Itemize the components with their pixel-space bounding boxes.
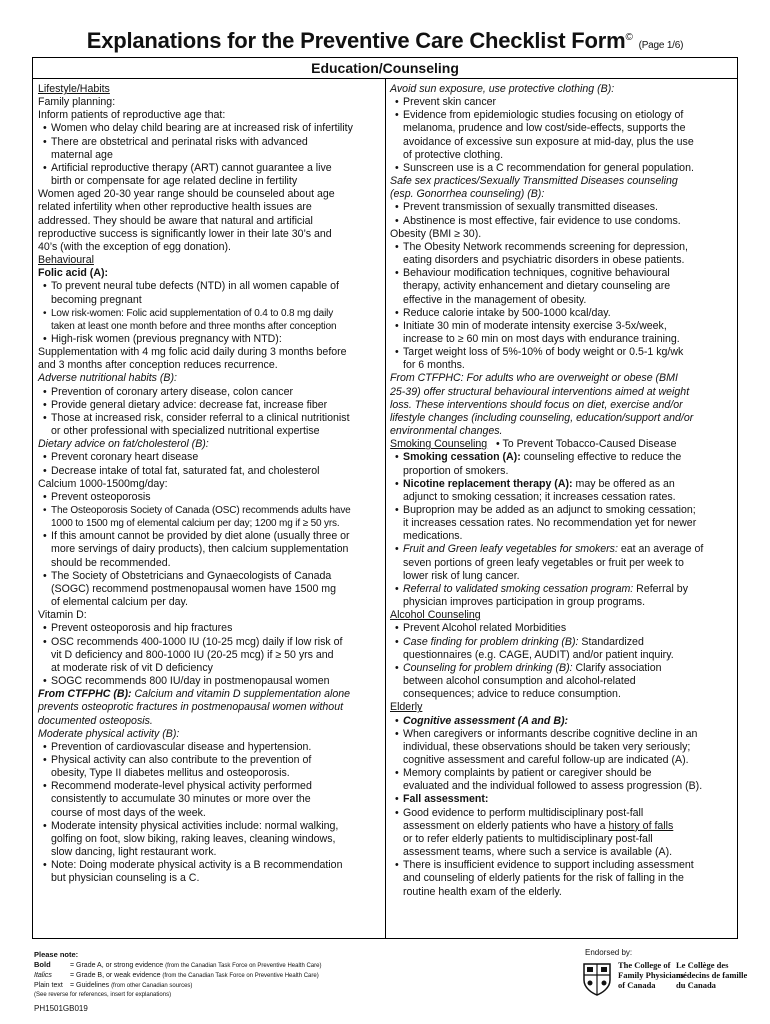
text-line: taken at least one month before and three months after conception — [51, 320, 337, 332]
heading-smoking: Smoking Counseling • To Prevent Tobacco-Caused Disease — [390, 438, 677, 451]
bullet-item: • The Society of Obstetricians and Gynaecologists of Canada — [38, 570, 380, 583]
heading-vitamin-d: Vitamin D: — [38, 609, 87, 622]
text-line: environmental changes. — [390, 425, 503, 438]
legend-title: Please note: — [34, 950, 79, 959]
bullet-item: • Those at increased risk, consider referral to a clinical nutritionist — [38, 412, 380, 425]
bullet-item: • Prevent osteoporosis — [38, 491, 380, 504]
bullet-item: • Buproprion may be added as an adjunct to smoking cessation; — [390, 504, 730, 517]
bullet-item: • Prevent Alcohol related Morbidities — [390, 622, 730, 635]
text-line: melanoma, prudence and low cost/side-effects, supports the — [403, 122, 686, 135]
text-line: Family planning: — [38, 96, 116, 109]
bullet-item: • Referral to validated smoking cessation program: Referral by — [390, 583, 730, 596]
text-line: avoidance of excessive sun exposure at mid-day, plus the use — [403, 135, 694, 148]
text-line: therapy, activity enhancement and dietary counseling are — [403, 280, 671, 293]
column-divider — [385, 79, 386, 938]
bullet-item: • To prevent neural tube defects (NTD) in all women capable of — [38, 280, 380, 293]
text-line: related infertility when other reproductive health issues are — [38, 201, 312, 214]
page-number: (Page 1/6) — [638, 40, 684, 51]
bullet-item: • Low risk-women: Folic acid supplementation of 0.4 to 0.8 mg daily — [38, 307, 380, 320]
text-line: of protective clothing. — [403, 148, 504, 161]
text-line: slow dancing, light restaurant work. — [51, 846, 217, 859]
bullet-item: • Prevention of coronary artery disease, colon cancer — [38, 386, 380, 399]
bullet-item: • Provide general dietary advice: decrease fat, increase fiber — [38, 399, 380, 412]
bullet-item: • Evidence from epidemiologic studies focusing on etiology of — [390, 109, 730, 122]
bullet-item: • Prevent coronary heart disease — [38, 451, 380, 464]
legend-italic: Italics = Grade B, or weak evidence (from the Canadian Task Force on Preventive Health Care) — [34, 972, 319, 979]
text-line: and counseling of elderly patients for the risk of falling in the — [403, 872, 684, 885]
copyright-mark: © — [625, 32, 633, 43]
bullet-item: • High-risk women (previous pregnancy with NTD): — [38, 333, 380, 346]
text-line: (SOGC) recommend postmenopausal women have 1500 mg — [51, 582, 336, 595]
text-line: birth or compensate for age related decline in fertility — [51, 175, 298, 188]
text-line: should be recommended. — [51, 556, 171, 569]
text-line: medications. — [403, 530, 463, 543]
bullet-item: • Abstinence is most effective, fair evidence to use condoms. — [390, 215, 730, 228]
text-line: consistently to accumulate 30 minutes or more over the — [51, 793, 311, 806]
bullet-item: • OSC recommends 400-1000 IU (10-25 mcg) daily if low risk of — [38, 636, 380, 649]
text-line: Inform patients of reproductive age that: — [38, 109, 226, 122]
bullet-item: • Fruit and Green leafy vegetables for smokers: eat an average of — [390, 543, 730, 556]
heading-behavioural: Behavioural — [38, 254, 94, 267]
bullet-item: • Fall assessment: — [390, 793, 730, 806]
heading-nutrition: Adverse nutritional habits (B): — [38, 372, 177, 385]
text-line: between alcohol consumption and alcohol-related — [403, 675, 636, 688]
bullet-item: • Prevent transmission of sexually transmitted diseases. — [390, 201, 730, 214]
text-line: lower risk of lung cancer. — [403, 569, 520, 582]
ctfphc-obesity-note: From CTFPHC: For adults who are overweight or obese (BMI — [390, 372, 678, 385]
heading-obesity: Obesity (BMI ≥ 30). — [390, 227, 482, 240]
bullet-item: • Prevent osteoporosis and hip fractures — [38, 622, 380, 635]
endorsed-label: Endorsed by: — [585, 948, 633, 957]
columns — [33, 79, 737, 938]
bullet-item: • SOGC recommends 800 IU/day in postmenopausal women — [38, 675, 380, 688]
text-line: individual, these observations should be taken very seriously; — [403, 740, 691, 753]
ctfphc-note: From CTFPHC (B): Calcium and vitamin D supplementation alone — [38, 688, 351, 701]
right-column — [390, 83, 730, 899]
text-line: physician improves participation in group programs. — [403, 596, 646, 609]
text-line: documented osteoposis. — [38, 714, 153, 727]
text-line: consequences; advice to reduce consumption. — [403, 688, 621, 701]
text-line: effective in the management of obesity. — [403, 293, 587, 306]
legend-reverse-note: (See reverse for references, insert for explanations) — [34, 992, 172, 998]
legend-plain: Plain text = Guidelines (from other Canadian sources) — [34, 982, 193, 989]
text-line: maternal age — [51, 148, 113, 161]
text-line: or other professional with specialized nutritional expertise — [51, 425, 320, 438]
text-line: golfing on foot, slow biking, raking leaves, cleaning windows, — [51, 832, 336, 845]
bullet-item: • Artificial reproductive therapy (ART) cannot guarantee a live — [38, 162, 380, 175]
heading-safe-sex: Safe sex practices/Sexually Transmitted Diseases counseling — [390, 175, 678, 188]
bullet-item: • If this amount cannot be provided by diet alone (usually three or — [38, 530, 380, 543]
text-line: vit D deficiency and 800-1000 IU (20-25 mcg) if ≥ 50 yrs and — [51, 648, 334, 661]
bullet-item: • The Obesity Network recommends screening for depression, — [390, 241, 730, 254]
text-line: assessment on elderly patients who have a history of falls — [403, 819, 674, 832]
bullet-item: • Note: Doing moderate physical activity is a B recommendation — [38, 859, 380, 872]
cfpc-name-english: The College of Family Physicians of Canada — [618, 960, 684, 990]
text-line: loss. These interventions should focus on diet, exercise and/or — [390, 398, 683, 411]
heading-elderly: Elderly — [390, 701, 423, 714]
text-line: it increases cessation rates. No recommendation yet for newer — [403, 517, 697, 530]
bullet-item: • There is insufficient evidence to support including assessment — [390, 859, 730, 872]
bullet-item: • Moderate intensity physical activities include: normal walking, — [38, 820, 380, 833]
text-line: eating disorders and psychiatric disorders in obese patients. — [403, 254, 685, 267]
bullet-item: • Recommend moderate-level physical activity performed — [38, 780, 380, 793]
bullet-item: • Good evidence to perform multidisciplinary post-fall — [390, 807, 730, 820]
text-line: adjunct to smoking cessation; it increases cessation rates. — [403, 490, 676, 503]
heading-alcohol: Alcohol Counseling — [390, 609, 481, 622]
title-text: Explanations for the Preventive Care Checklist Form — [86, 28, 626, 53]
bullet-item: • There are obstetrical and perinatal risks with advanced — [38, 136, 380, 149]
bullet-item: • Women who delay child bearing are at increased risk of infertility — [38, 122, 380, 135]
bullet-item: • Decrease intake of total fat, saturated fat, and cholesterol — [38, 465, 380, 478]
text-line: increase to ≥ 60 min on most days with endurance training. — [403, 332, 680, 345]
text-line: obesity, Type II diabetes mellitus and osteoporosis. — [51, 767, 290, 780]
text-line: assessment teams, where such a service is available (A). — [403, 846, 673, 859]
bullet-item: • Memory complaints by patient or caregiver should be — [390, 767, 730, 780]
text-line: more servings of dairy products), then calcium supplementation — [51, 543, 349, 556]
bullet-item: • Behaviour modification techniques, cognitive behavioural — [390, 267, 730, 280]
text-line: course of most days of the week. — [51, 806, 206, 819]
heading-folic-acid: Folic acid (A): — [38, 267, 109, 280]
bullet-item: • Smoking cessation (A): counseling effective to reduce the — [390, 451, 730, 464]
heading-sun-exposure: Avoid sun exposure, use protective clothing (B): — [390, 83, 615, 95]
text-line: but physician counseling is a C. — [51, 872, 200, 885]
text-line: lifestyle changes (including counseling, education/support and/or — [390, 411, 694, 424]
heading-physical-activity: Moderate physical activity (B): — [38, 727, 180, 740]
form-code: PH1501GB019 — [34, 1004, 88, 1013]
text-line: (esp. Gonorrhea counseling) (B): — [390, 188, 545, 201]
bullet-item: • Sunscreen use is a C recommendation for general population. — [390, 162, 730, 175]
heading-calcium: Calcium 1000-1500mg/day: — [38, 477, 168, 490]
text-line: 1000 to 1500 mg of elemental calcium per day; 1200 mg if ≥ 50 yrs. — [51, 518, 340, 530]
text-line: seven portions of green leafy vegetables or fruit per week to — [403, 556, 684, 569]
bullet-item: • Physical activity can also contribute to the prevention of — [38, 754, 380, 767]
bullet-item: • When caregivers or informants describe cognitive decline in an — [390, 728, 730, 741]
text-line: questionnaires (e.g. CAGE, AUDIT) and/or patient inquiry. — [403, 648, 674, 661]
text-line: Supplementation with 4 mg folic acid daily during 3 months before — [38, 346, 347, 359]
page-title — [0, 28, 770, 54]
bullet-item: • Counseling for problem drinking (B): Clarify association — [390, 662, 730, 675]
text-line: proportion of smokers. — [403, 464, 509, 477]
bullet-item: • Prevent skin cancer — [390, 96, 730, 109]
text-line: of elemental calcium per day. — [51, 596, 188, 609]
text-line: and 3 months after conception reduces recurrence. — [38, 359, 278, 372]
cfpc-name-french: Le Collège des médecins de famille du Canada — [676, 960, 748, 990]
bullet-item: • Prevention of cardiovascular disease and hypertension. — [38, 741, 380, 754]
bullet-item: • Target weight loss of 5%-10% of body weight or 0.5-1 kg/wk — [390, 346, 730, 359]
text-line: becoming pregnant — [51, 293, 142, 306]
text-line: cognitive assessment and careful follow-up are indicated (A). — [403, 753, 689, 766]
bullet-item: • Initiate 30 min of moderate intensity exercise 3-5x/week, — [390, 320, 730, 333]
bullet-item: • Reduce calorie intake by 500-1000 kcal/day. — [390, 307, 730, 320]
text-line: reproductive success is significantly lower in their late 30’s and — [38, 227, 332, 240]
text-line: 40’s (with the exception of egg donation). — [38, 240, 231, 253]
section-heading: Education/Counseling — [33, 58, 737, 79]
text-line: prevents osteoprotic fractures in postmenopausal women without — [38, 701, 344, 714]
bullet-item: • Nicotine replacement therapy (A): may be offered as an — [390, 478, 730, 491]
heading-dietary-fat: Dietary advice on fat/cholesterol (B): — [38, 438, 209, 451]
text-line: 25-39) offer structural behavioural interventions aimed at weight — [390, 385, 690, 398]
legend-bold: Bold = Grade A, or strong evidence (from the Canadian Task Force on Preventive Health Care) — [34, 960, 322, 969]
text-line: for 6 months. — [403, 359, 465, 372]
text-line: or to refer elderly patients to multidisciplinary post-fall — [403, 832, 653, 845]
text-line: addressed. They should be aware that natural and artificial — [38, 214, 313, 227]
text-line: routine health exam of the elderly. — [403, 885, 562, 898]
heading-lifestyle: Lifestyle/Habits — [38, 83, 110, 95]
content-frame — [32, 57, 738, 939]
legend — [34, 950, 321, 1013]
text-line: at moderate risk of vit D deficiency — [51, 661, 213, 674]
bullet-item: • Cognitive assessment (A and B): — [390, 715, 730, 728]
text-line: Women aged 20-30 year range should be counseled about age — [38, 188, 335, 201]
text-line: evaluated and the individual followed to assess progression (B). — [403, 780, 703, 793]
bullet-item: • Case finding for problem drinking (B): Standardized — [390, 636, 730, 649]
left-column — [38, 83, 380, 886]
bullet-item: • The Osteoporosis Society of Canada (OSC) recommends adults have — [38, 504, 380, 517]
cfpc-crest-icon — [582, 962, 612, 996]
